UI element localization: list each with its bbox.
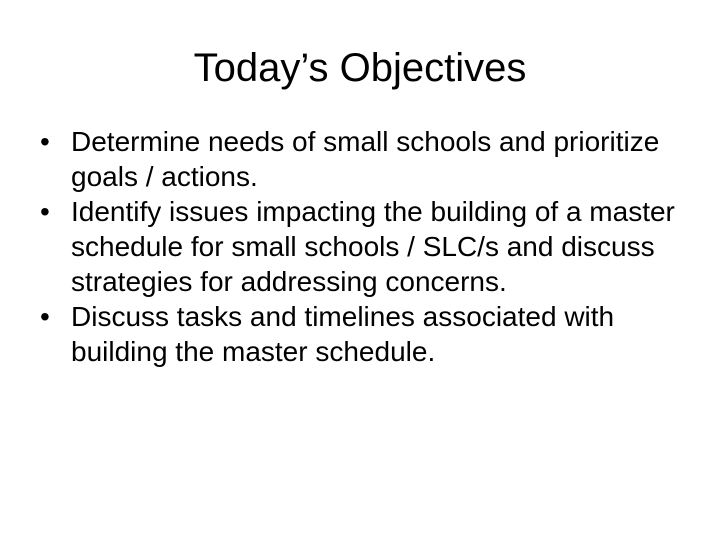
slide-title: Today’s Objectives	[193, 46, 527, 90]
bullet-icon: •	[40, 196, 50, 227]
list-item	[36, 299, 676, 369]
bullet-icon: •	[40, 301, 50, 332]
list-item	[36, 124, 676, 194]
bullet-text: Identify issues impacting the building of a master schedule for small schools / SLC/s and discuss strategies for addressing concerns.	[71, 196, 675, 297]
objectives-list	[36, 124, 676, 369]
bullet-icon: •	[40, 126, 50, 157]
bullet-text: Discuss tasks and timelines associated with building the master schedule.	[71, 301, 615, 367]
bullet-text: Determine needs of small schools and prioritize goals / actions.	[71, 126, 660, 192]
list-item	[36, 194, 676, 299]
